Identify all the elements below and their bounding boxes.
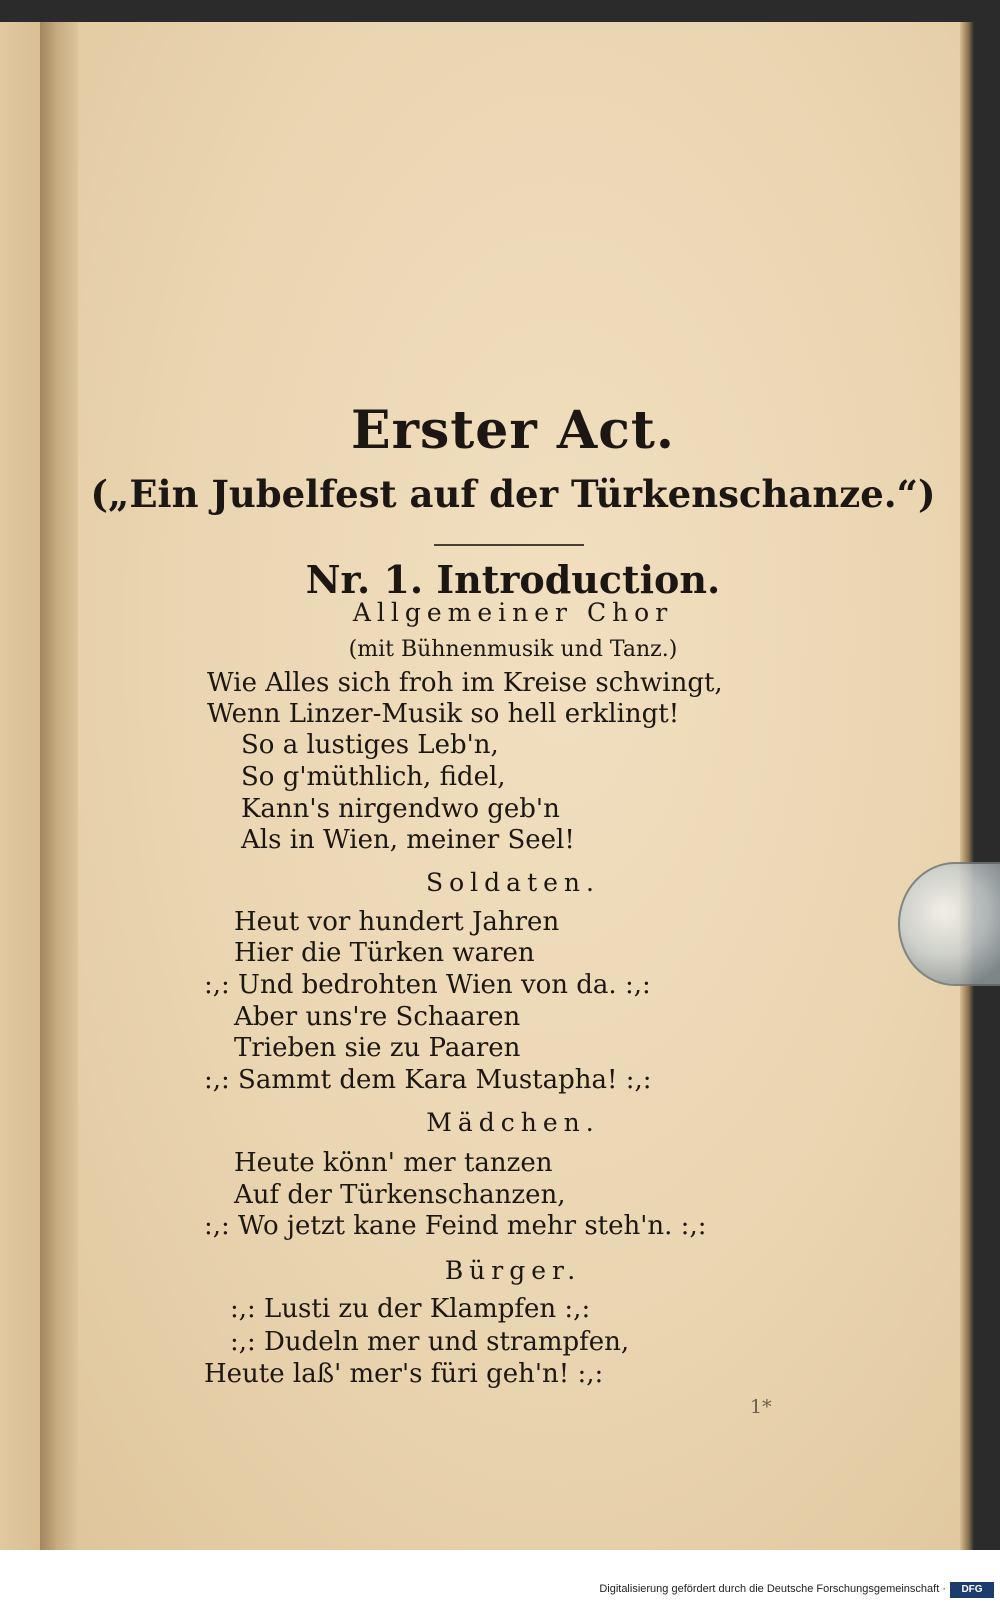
act-subtitle: („Ein Jubelfest auf der Türkenschanze.“)	[90, 472, 936, 516]
act-title: Erster Act.	[350, 400, 676, 461]
speaker-label: Mädchen.	[426, 1108, 600, 1137]
speaker-label: Allgemeiner Chor	[352, 598, 674, 627]
verse-line: :,: Wo jetzt kane Feind mehr steh'n. :,:	[204, 1211, 707, 1241]
footer-bar	[0, 1550, 1000, 1603]
stage-direction: (mit Bühnenmusik und Tanz.)	[348, 637, 678, 662]
verse-line: Hier die Türken waren	[234, 938, 535, 968]
speaker-label: Soldaten.	[426, 868, 600, 897]
dfg-logo-icon: DFG	[950, 1582, 994, 1598]
divider-rule	[434, 544, 584, 546]
verse-line: Auf der Türkenschanzen,	[234, 1180, 566, 1210]
verse-line: So a lustiges Leb'n,	[241, 730, 499, 760]
verse-line: Trieben sie zu Paaren	[234, 1033, 521, 1063]
page-content	[60, 22, 966, 1550]
verse-line: :,: Lusti zu der Klampfen :,:	[230, 1294, 591, 1324]
verse-line: Wie Alles sich froh im Kreise schwingt,	[207, 668, 723, 698]
verse-line: :,: Sammt dem Kara Mustapha! :,:	[204, 1065, 652, 1095]
verse-line: Aber uns're Schaaren	[234, 1002, 521, 1032]
verse-line: :,: Dudeln mer und strampfen,	[230, 1327, 630, 1357]
page-number: 1*	[750, 1396, 772, 1418]
verse-line: Als in Wien, meiner Seel!	[241, 825, 575, 855]
number-heading: Nr. 1. Introduction.	[305, 557, 721, 602]
verse-line: Wenn Linzer-Musik so hell erklingt!	[207, 699, 680, 729]
verse-line: So g'müthlich, fidel,	[241, 762, 506, 792]
verse-line: Heute laß' mer's füri geh'n! :,:	[204, 1359, 604, 1389]
verse-line: Heute könn' mer tanzen	[234, 1148, 553, 1178]
verse-line: Heut vor hundert Jahren	[234, 907, 560, 937]
verse-line: :,: Und bedrohten Wien von da. :,:	[204, 970, 651, 1000]
funding-credit: Digitalisierung gefördert durch die Deutsche Forschungsgemeinschaft ·	[599, 1583, 946, 1595]
verse-line: Kann's nirgendwo geb'n	[241, 794, 560, 824]
speaker-label: Bürger.	[444, 1256, 582, 1285]
